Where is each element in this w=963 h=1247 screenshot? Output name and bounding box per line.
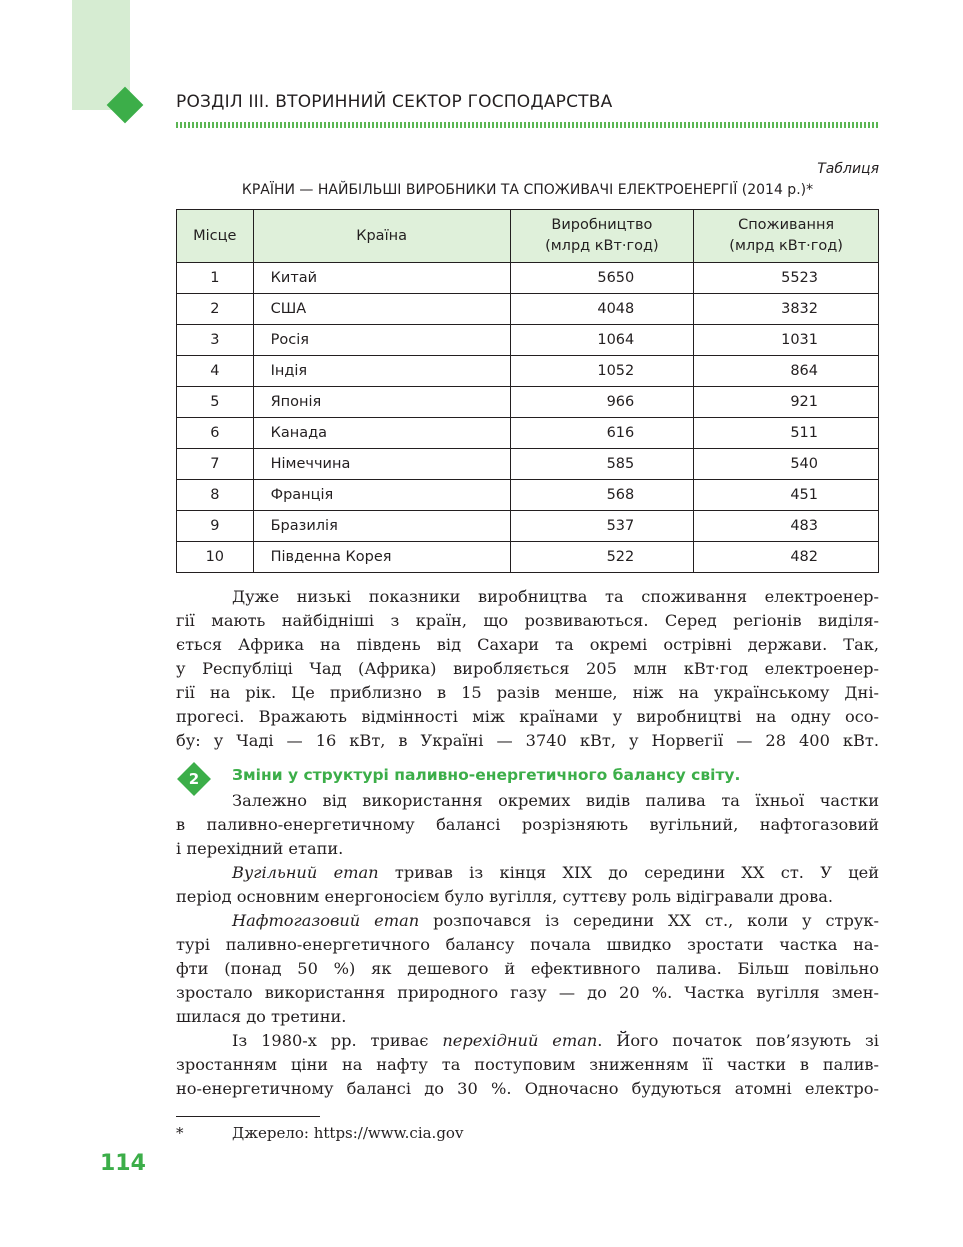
text-line: Дуже низькі показники виробництва та споживання електроенер-	[232, 587, 879, 606]
table-row	[177, 387, 879, 418]
header-consumption-title: Споживання	[738, 217, 835, 233]
header-rank: Місце	[177, 210, 254, 263]
text-line: зростанням ціни на нафту та поступовим зниженням її частки в палив-	[176, 1055, 879, 1074]
cell-consumption: 5523	[694, 263, 879, 294]
cell-rank: 8	[177, 480, 254, 511]
cell-production: 537	[510, 511, 694, 542]
cell-country: Німеччина	[253, 449, 510, 480]
paragraph-electricity	[176, 585, 879, 753]
cell-country: Південна Корея	[253, 542, 510, 573]
electricity-table	[176, 209, 879, 573]
cell-rank: 5	[177, 387, 254, 418]
header-consumption-unit: (млрд кВт·год)	[729, 238, 843, 254]
header-dotted-rule	[176, 122, 879, 128]
cell-production: 1064	[510, 325, 694, 356]
cell-country: Японія	[253, 387, 510, 418]
cell-consumption: 864	[694, 356, 879, 387]
footnote-text: Джерело: https://www.cia.gov	[232, 1124, 464, 1142]
cell-rank: 2	[177, 294, 254, 325]
subsection-heading: Зміни у структурі паливно-енергетичного балансу світу.	[232, 766, 741, 784]
cell-rank: 9	[177, 511, 254, 542]
cell-rank: 7	[177, 449, 254, 480]
table-row	[177, 356, 879, 387]
cell-consumption: 1031	[694, 325, 879, 356]
header-consumption	[694, 210, 879, 263]
table-title: КРАЇНИ — НАЙБІЛЬШІ ВИРОБНИКИ ТА СПОЖИВАЧІ ЕЛЕКТРОЕНЕРГІЇ (2014 р.)*	[241, 182, 814, 198]
header-production-unit: (млрд кВт·год)	[545, 238, 659, 254]
table-row	[177, 542, 879, 573]
text-line	[176, 861, 879, 885]
cell-country: США	[253, 294, 510, 325]
cell-country: Росія	[253, 325, 510, 356]
text-line: бу: у Чаді — 16 кВт, в Україні — 3740 кВт, у Норвегії — 28 400 кВт.	[176, 731, 879, 750]
cell-production: 568	[510, 480, 694, 511]
table-row	[177, 511, 879, 542]
text-line	[176, 909, 879, 933]
text-line: в паливно-енергетичному балансі розрізняють вугільний, нафтогазовий	[176, 815, 879, 834]
cell-production: 1052	[510, 356, 694, 387]
text-line: но-енергетичному балансі до 30 %. Одночасно будуються атомні електро-	[176, 1079, 879, 1098]
cell-country: Канада	[253, 418, 510, 449]
cell-consumption: 3832	[694, 294, 879, 325]
paragraph-transition-stage	[176, 1029, 879, 1101]
text-line: гії мають найбідніші з країн, що розвиваються. Серед регіонів виділя-	[176, 611, 879, 630]
transition-stage-text: . Його початок пов’язують зі	[597, 1031, 879, 1050]
transition-stage-lead: Із 1980-х рр. триває	[232, 1031, 443, 1050]
text-line: турі паливно-енергетичного балансу почала швидко зростати частка на-	[176, 935, 879, 954]
text-line: зростало використання природного газу — до 20 %. Частка вугілля змен-	[176, 983, 879, 1002]
cell-rank: 4	[177, 356, 254, 387]
footnote-rule	[176, 1116, 320, 1117]
table-row	[177, 325, 879, 356]
cell-production: 616	[510, 418, 694, 449]
cell-production: 585	[510, 449, 694, 480]
cell-production: 522	[510, 542, 694, 573]
text-line: ється Африка на південь від Сахари та окремі острівні держави. Так,	[176, 635, 879, 654]
cell-consumption: 483	[694, 511, 879, 542]
text-line: період основним енергоносієм було вугілля, суттєву роль відігравали дрова.	[176, 887, 834, 906]
subsection-number: 2	[188, 770, 200, 788]
cell-consumption: 921	[694, 387, 879, 418]
text-line	[176, 1029, 879, 1053]
cell-consumption: 482	[694, 542, 879, 573]
page-number: 114	[100, 1151, 146, 1176]
text-line: прогесі. Вражають відмінності між країнами у виробництві на одну осо-	[176, 707, 879, 726]
footnote-marker: *	[176, 1124, 184, 1142]
text-line: Залежно від використання окремих видів палива та їхньої частки	[232, 791, 879, 810]
text-line: і перехідний етапи.	[176, 839, 344, 858]
transition-stage-term: перехідний етап	[442, 1031, 598, 1050]
paragraph-balance-intro	[176, 789, 879, 861]
footnote	[176, 1124, 463, 1142]
cell-country: Франція	[253, 480, 510, 511]
table-label: Таблиця	[817, 161, 879, 177]
cell-country: Бразилія	[253, 511, 510, 542]
header-country: Країна	[253, 210, 510, 263]
text-line: фти (понад 50 %) як дешевого й ефективного палива. Більш повільно	[176, 959, 879, 978]
table-body	[177, 263, 879, 573]
coal-stage-term: Вугільний етап	[232, 863, 379, 882]
section-title: РОЗДІЛ ІІІ. ВТОРИННИЙ СЕКТОР ГОСПОДАРСТВА	[176, 92, 613, 112]
table-header-row	[177, 210, 879, 263]
text-line: у Республіці Чад (Африка) виробляється 205 млн кВт·год електроенер-	[176, 659, 879, 678]
cell-production: 966	[510, 387, 694, 418]
cell-rank: 3	[177, 325, 254, 356]
paragraph-coal-stage	[176, 861, 879, 909]
table-row	[177, 449, 879, 480]
header-production	[510, 210, 694, 263]
text-line: шилася до третини.	[176, 1007, 347, 1026]
cell-country: Китай	[253, 263, 510, 294]
table-row	[177, 263, 879, 294]
cell-country: Індія	[253, 356, 510, 387]
cell-rank: 10	[177, 542, 254, 573]
table-row	[177, 480, 879, 511]
table-row	[177, 418, 879, 449]
text-line: гії на рік. Це приблизно в 15 разів менше, ніж на українському Дні-	[176, 683, 879, 702]
oil-gas-stage-term: Нафтогазовий етап	[232, 911, 420, 930]
cell-rank: 1	[177, 263, 254, 294]
header-production-title: Виробництво	[551, 217, 653, 233]
cell-consumption: 540	[694, 449, 879, 480]
cell-rank: 6	[177, 418, 254, 449]
cell-production: 5650	[510, 263, 694, 294]
cell-production: 4048	[510, 294, 694, 325]
oil-gas-stage-text: розпочався із середини XX ст., коли у струк-	[419, 911, 879, 930]
paragraph-oil-gas-stage	[176, 909, 879, 1029]
cell-consumption: 511	[694, 418, 879, 449]
coal-stage-text: тривав із кінця XIX до середини XX ст. У цей	[378, 863, 879, 882]
cell-consumption: 451	[694, 480, 879, 511]
table-row	[177, 294, 879, 325]
